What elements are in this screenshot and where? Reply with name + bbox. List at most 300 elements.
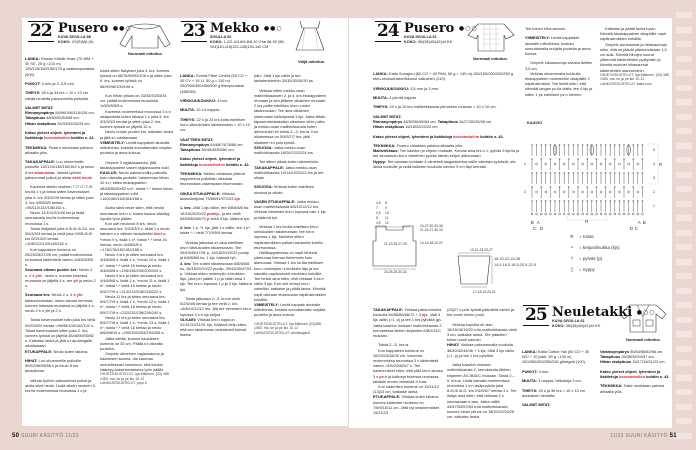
paragraph — [25, 267, 96, 288]
row-number: 1 — [653, 204, 655, 208]
text: Katia Sonajero (60 CO + 40 PAN, 50 g = 145 m) 150/150/200/200/250 g ekru-siniruutuista/rikkunut valkoinen (210). — [373, 71, 514, 82]
text: Rowan Kidsilk Haze (70 WM + 30 SE, 25 g =210 m) 125/125/150/150/175 g vaaleanpunaista (600). — [25, 56, 95, 77]
size-line — [58, 40, 94, 45]
highlight-term: ylt — [73, 277, 78, 283]
chain-stitch-mark — [632, 213, 634, 215]
edge-tab — [676, 85, 692, 91]
row-number: 2 — [653, 190, 655, 194]
text: 48/52/56/60/64 cm. — [402, 118, 438, 124]
text: Luo ohuemmille puikoille 110/124/136/150/162 s ja neulo 8 krs — [25, 159, 95, 175]
text: Svarta Fåret Cecilia (55 CO + 30 CV + 15 LI, 50 g = 110 m) 250/300/350/450/500 g tiilenpunaista (385039). — [180, 73, 248, 94]
text: 10-14 nappia. — [195, 107, 220, 113]
edge-tab — [676, 56, 692, 62]
schem-label: 9 — [385, 206, 387, 210]
text: 3,5 mm ja 3 mm. — [409, 85, 440, 91]
paragraph — [180, 137, 252, 153]
text: Neulo 2 s, — [25, 267, 93, 278]
text: Virkkaa kuten edellinen sivuosa ja olkain. — [254, 184, 315, 195]
highlight-term: kjs — [234, 195, 240, 201]
text: . — [92, 174, 94, 180]
text: Hallikappaleessa on napit lähinnä ylareunaa hieman tiuhemmin kuin alareunaa. Virkkaa 1 krs ks:ilta edellisen krs:n molempien s:lenkkien läpi ja tee samalla napituslenkit merkkien kohdille. Tee lenkki aina siten, että virkkaat 3 ks:n väliin 3 kjs. Kun olet tehnyt krs:n valmiiksi, katkaise ja päätä lanka. Kiinnitä napit oikeaan etureunaan napituslenkkien kohdille. — [254, 250, 326, 302]
chain-stitch-mark — [577, 213, 579, 215]
paragraph — [25, 90, 96, 100]
text: Toista lisäykset joka 6./6./6./6./10. krs 5/5/4/3/3 kertaa ja vielä joka 0/0/8./8./8. krs 0/0/1/2/0 kertaa =108/122/134/148/162 s. — [25, 225, 95, 247]
paragraph — [254, 145, 326, 155]
text: ja neulo 2 s. — [25, 277, 96, 289]
chain-stitch-mark — [568, 213, 570, 215]
chain-stitch-mark — [572, 163, 574, 165]
size-label: KOKO: — [552, 324, 565, 328]
chain-stitch-mark — [637, 163, 639, 165]
paragraph — [25, 210, 96, 226]
text: Tee toinen hiha samoin. — [525, 26, 567, 31]
text: Vaihda työhön paksummat puikot ja aloita sileä neule. Lisää sileän neuleen 5. krs:lla molemmissa reunoissa 1 s ja — [25, 377, 96, 394]
paragraph — [100, 68, 173, 89]
paragraph — [25, 349, 96, 354]
paragraph — [373, 134, 523, 139]
schem-label: 24-27-30-33-36 — [420, 224, 443, 228]
chain-stitch-mark — [554, 191, 556, 193]
fit-caption: Normaali mitoitus. — [626, 337, 661, 342]
pattern-title-text: Neuletakki — [552, 305, 633, 320]
paragraph — [254, 88, 326, 145]
schem-label: 2,5 — [376, 211, 381, 215]
edge-tab — [676, 346, 692, 352]
paragraph — [254, 184, 326, 194]
highlight-term: p — [207, 215, 210, 221]
bold-label: TAKAKAPPALE: — [254, 164, 285, 170]
text: 20 s ja 36 krs = 10 x 10 cm ainaoikein neuletta. — [522, 387, 586, 398]
stitch-letter-label: C — [532, 226, 536, 231]
paragraph — [25, 81, 96, 86]
paragraph — [25, 130, 96, 140]
paragraph — [447, 307, 517, 317]
chain-stitch-mark — [582, 213, 584, 215]
page-number: 51 — [669, 433, 677, 439]
legend-symbol-nyppy-icon: ⬯ — [570, 267, 574, 272]
pattern-meta — [58, 35, 94, 45]
bold-label: 3. krs: — [180, 260, 192, 266]
bold-label: Takapituus — [25, 115, 46, 121]
paragraph — [254, 302, 326, 318]
paragraph — [25, 292, 96, 313]
chain-stitch-mark — [600, 213, 602, 215]
text: Virkkaa ohuemmalla koukulla etukappaleen molemmille olkapäille 2 napituslenkkiä. Tee lenkit siten, että kiinnität langan pc:lla olalle, tee 4 kjs ja sitten 1 ps edellisen ps:n viereen. — [525, 70, 593, 97]
paragraph — [254, 165, 326, 181]
edge-tab — [676, 331, 692, 337]
text: 1 p, *1 kjs, jätä 1 s väliin, tee 1 p*, toista *-* vielä 7/7/9/9/9 kertaa. — [180, 225, 251, 236]
paragraph — [373, 104, 523, 109]
text: toista sitten lisäykset joka 4. krs, kunnes työssä on 66/76/80/92/106 s ja sitten joka 6. krs, kunnes työssä on 86/90/96/100/106 s. — [100, 68, 172, 89]
chain-stitch-mark — [563, 213, 565, 215]
text: Levitä kappaleet alustalle mittoihinsa, kostuta sumuttamalla nurjalta puolelta ja anna kuivua. — [100, 139, 172, 156]
paragraph — [522, 369, 596, 374]
size-line — [210, 40, 288, 50]
photo-page: KUVA SIVULLA 58 — [58, 35, 91, 39]
schem-label: 14,5-16,5-18,5-20,5-22,5 — [494, 263, 537, 267]
schem-label: 8 — [376, 216, 378, 220]
text: Neulo 11/10/10/10/8 krs ja lisää seuraavalla krs:lla molemmissa reunoissa 1 s. — [25, 210, 85, 226]
edge-tab — [676, 27, 692, 33]
schem-label: 17-18-19-20-21 — [473, 290, 496, 294]
text: 3 nappia, helkaisija 3 cm. — [537, 378, 582, 384]
size-value: 36/(38)40/(42)44 KK — [565, 324, 601, 328]
instructions-col — [522, 349, 596, 412]
paragraph — [100, 93, 173, 109]
bold-label: VASEN ETUKAPPALE: — [254, 199, 296, 205]
text: 4 pientä nappia. — [388, 94, 417, 100]
paragraph — [100, 170, 173, 201]
size-label: KOKO: — [404, 40, 417, 44]
paragraph — [522, 378, 596, 383]
highlight-term: korostettuihin — [199, 161, 225, 167]
chain-stitch-mark — [600, 191, 602, 193]
text: Virkkaa paksummalla koukulla 54/58/66/68/72 + 3 — [373, 307, 442, 318]
bold-label: Takapituus — [180, 146, 201, 152]
highlight-term: ps — [379, 373, 384, 379]
bold-label: Takapituus — [600, 354, 621, 360]
highlight-term: kjs — [422, 312, 428, 318]
paragraph — [180, 117, 252, 133]
bold-label: KAULUS: — [100, 170, 118, 176]
bold-label: VALMIIT MITAT: — [522, 402, 551, 408]
legend-text: = ketjusilmukka (kjs) — [579, 245, 620, 250]
schem-label: 21-24-27-30-33 — [420, 228, 443, 232]
edge-tab — [676, 244, 692, 250]
row-number: 3 — [653, 176, 655, 180]
text: Ompele viimeinen raglansauma ja kauluksen sauma, ota saumaa ommellessasi huomioon, että kaulus kääntyy kaksinkertaisena työn päälle. — [100, 351, 165, 372]
chain-stitch-mark — [641, 213, 643, 215]
chain-stitch-mark — [605, 213, 607, 215]
legend-symbol-o-icon: ∘ — [570, 245, 574, 250]
paragraph — [100, 372, 173, 386]
paragraph — [600, 383, 670, 393]
schem-label: 14-16-18-20-22 — [420, 241, 443, 245]
paragraph — [522, 388, 596, 398]
bold-label: TEKNIIKKA: — [25, 144, 48, 150]
text: Tee sitten olkain kuten aiemminkin. — [259, 159, 320, 165]
text: päin. Jätä 1 kjs väliin ja tee lankalenkkeihin 30/30/30/30/30 ps. — [254, 73, 314, 84]
bold-label: VIRKKUUKOUKKU: — [373, 85, 410, 91]
instructions-col — [525, 26, 594, 97]
text: 84/96/106/116/126 cm. — [55, 110, 95, 116]
paragraph — [25, 56, 96, 77]
paragraph — [373, 114, 523, 130]
text: . Vaihda työhön paksummat puikot ja aloita — [25, 169, 82, 180]
section-label: OHJEET — [20, 188, 26, 217]
text: sekä 3 kjs, käännä työ. — [209, 215, 251, 221]
paragraph — [522, 402, 596, 407]
bold-label: Katso yleiset ohjeet, lyhenteet ja lisätietoja — [373, 133, 454, 139]
paragraph — [100, 221, 173, 252]
chain-stitch-mark — [536, 163, 538, 165]
bold-label: Hihan sisäpituus — [373, 124, 405, 130]
bold-label: VALMIIT MITAT: Rinnanympärys — [25, 104, 55, 116]
bold-label: kohtiin s. 42. — [224, 161, 250, 167]
bold-label: VIIMEISTELY: — [525, 35, 550, 41]
paragraph — [180, 191, 252, 201]
chain-stitch-mark — [586, 213, 588, 215]
paragraph — [180, 107, 252, 112]
bold-label: VIRKKUUKOUKKU: — [180, 98, 217, 103]
text: , ja tee vielä 54/58/62/66/70 — [180, 210, 241, 221]
chain-stitch-mark — [563, 191, 565, 193]
schem-label: 7 — [376, 206, 378, 210]
text: Jätä 1 kjs väliin, tee 6/8/8/8/8 — [191, 205, 244, 211]
paragraph — [100, 205, 173, 221]
legend-symbol-R-icon: R — [570, 234, 574, 239]
bold-label: TEKNIIKKA: — [373, 142, 396, 148]
text: 15/17/19/21/23 cm. — [631, 359, 666, 365]
chain-stitch-mark — [600, 163, 602, 165]
chain-stitch-mark — [559, 213, 561, 215]
paragraph — [180, 156, 252, 166]
instructions-col — [373, 307, 443, 419]
text: Aloita sileä neule siten, että neulot seuraavan krs:n s, koska kaulus kääntyy lopulta työn päälle. — [100, 205, 170, 221]
bold-label: kohtiin s. 42. — [69, 135, 95, 141]
legend-item — [565, 253, 665, 264]
chain-stitch-mark — [582, 191, 584, 193]
text: Kun kappaleen korkeus on 16/20/24/28/32 cm, kavenna molemmissa reunoissa 3 x kädentietä varten =4/5/2/2/6/5/7 s. Tee kavennukset siten, että yllät krs:n alussa 3 s — [373, 347, 443, 379]
row-number: 4 — [653, 162, 655, 166]
bold-label: 1. krs: — [180, 205, 192, 211]
chain-stitch-mark — [554, 163, 556, 165]
paragraph — [100, 109, 173, 130]
paragraph — [447, 342, 517, 358]
pattern-number: 22 — [30, 21, 52, 41]
pattern-number: 25 — [525, 305, 547, 325]
paragraph — [373, 71, 523, 81]
edge-tab — [676, 157, 692, 163]
fit-caption: Normaali mitoitus. — [473, 56, 508, 61]
chain-stitch-mark — [623, 213, 625, 215]
text: Virkkaa sitten mekko-osan mallivirkkauksen 3. ja 4. krs etukappaleen reunaan ja sen jälkeen olkaimen reunaan 2 krs pcilta edellisen krs:n s:iden takareunaan. Tee aina olkaimen ylareunaan kääntyessä 1 kjs. Jatka tähän tapaan edestakaisin olkaimen sihin pcilta ja mekko-osan mallivirkkausta kuten aiemminkin eli toista 2.–3. krs:ia. Kun olkaimessa on 5/5/5/7/7 krs, jätä olkaimen s:t pois työstä. — [254, 87, 327, 145]
edge-tab — [676, 99, 692, 105]
chain-stitch-mark — [609, 163, 611, 165]
bold-label: ETUKAPPALE: — [25, 348, 53, 354]
highlight-term: korostettuihin — [619, 374, 645, 379]
bold-label: VIIMEISTELY: — [254, 302, 279, 308]
schem-label: 21-23-25-27-29 — [384, 242, 407, 246]
paragraph — [600, 73, 669, 87]
text: Jatka kaavion mukaan mallivirkkausta 2. kerroksesta lähtien kirjainten A/C/B/A/C mukaan. Toista 2.–5. krs:ia. Lisää samalla molemmissa reunoissa 1 s:n sisäpuolella joka 8./6./6./6./2. krs 2/4/5/6/7 kertaa 1 s. Tee lisäys aina siten, että virkkaat 2 s seuraavaan s:aan. Jatka näillä 43/47/53/57/63 s:lla mallivirkkausta kunnes hihan pituus on 18/20/22/24/26 cm, katkaise lanka. — [447, 362, 517, 420]
text: 4 mm. — [537, 368, 550, 374]
legend-item — [565, 231, 665, 242]
repeat-label: R — [659, 162, 663, 167]
edge-tab — [676, 41, 692, 47]
text: Tee samaan kohtaan 4 viimeistä langankiertoa vaille valmista pylvästä, ota lanka koukulle ja vedä kaikkien koukulla olevien 5 s:n läpi kerralla. — [373, 158, 516, 169]
text: :n ja käännyt toisessa reunassa takaisin ennen viimeistä 3 s:aa. — [373, 373, 439, 384]
bold-label: kohtiin s. 42. — [479, 133, 504, 139]
bold-label: SIVUOSA: — [254, 144, 273, 150]
schem-label: 4,5 — [376, 221, 381, 225]
paragraph — [100, 294, 173, 315]
edge-tab — [676, 172, 692, 178]
schem-label: 11 — [385, 216, 389, 220]
pattern-title-text: Pusero — [404, 21, 455, 36]
text: Jatka mekko-osan mallivirkkausta 6/8/10/12/12 krs. Virkkaa viimeisen krs:n lopussa vain 1 kjs ja käännä työ. — [254, 199, 326, 220]
paragraph — [100, 252, 173, 273]
highlight-term: sileä neule — [72, 174, 93, 180]
bold-label: TAKAKAPPALE: — [25, 159, 56, 165]
bold-label: Katso yleiset ohjeet, lyhenteet ja lisätietoja — [25, 129, 86, 141]
chain-stitch-mark — [545, 191, 547, 193]
bold-label: Katso yleiset ohjeet, lyhenteet ja lisätietoja — [180, 156, 241, 167]
fit-caption: Väljä mitoitus. — [298, 59, 326, 64]
legend-text: = toista — [579, 234, 594, 239]
text: , neulo s, kunnes toisessa reunassa on jäljellä 4 s, tee — [25, 272, 88, 283]
text: Toista 2.–5. krs:ia. — [378, 342, 410, 348]
text: Ompele sivusaumat ja hihasaumoja siten, että ne jäävät yläreunoistaan 1,5 cm auki. Kiinnitä hihojen suorat yläreunat kädenteiden pystyosiin ja kiinnitä avoimet hihasaumat kädenteiden alareunoihin. — [600, 41, 667, 73]
paragraph — [373, 95, 523, 100]
instructions-col — [600, 349, 670, 398]
bold-label: VALMIIT MITAT: Rinnanympärys — [373, 113, 403, 124]
legend-symbol-pylvas-icon: † — [570, 256, 574, 261]
edge-tab — [676, 433, 692, 439]
highlight-term: korostettuihin — [453, 133, 480, 139]
bold-label: HIHAT: — [447, 342, 460, 348]
bold-label: ETUKAPPALE: — [373, 394, 401, 400]
paragraph — [447, 322, 517, 343]
text: Virkkaa kopuilla eli olan 15/16/18/19/20 s:lla mallivirkkausta vielä 3 cm, katkaise lanka. Tee pääntien toinen puoli samoin. — [447, 321, 517, 343]
text: OHJETIEDUSTELUT: Irja Mäkinen, (03) 488 1083, ma, ke ja pe klo 10-12 LANKATIEDUSTELUT: yoyo.fi — [100, 371, 169, 386]
bold-label: LANKA: — [25, 56, 40, 61]
page-footer-right — [610, 433, 677, 439]
bold-label: TIHEYS: — [373, 104, 389, 110]
chain-stitch-mark — [591, 163, 593, 165]
schem-label: 8 — [385, 201, 387, 205]
schem-label: 24-26-28-30-32 — [384, 270, 407, 274]
text: 23 s ja 10 krs mallivirkkausta piirroksen mukaan = 10 x 10 cm. — [388, 104, 497, 110]
chain-stitch-mark — [591, 191, 593, 193]
text: Jatka sileää, kunnes kauluksen korkeus on 30 cm. Päätä s:t oikealta puolelta. — [100, 335, 163, 351]
legend-text: = nyppy — [579, 267, 595, 272]
text: Neulo kuten takana. — [52, 348, 89, 354]
instructions-col — [180, 73, 252, 342]
bold-label: Katso yleiset ohjeet, lyhenteet ja lisätietoja — [600, 368, 661, 379]
text: ). Jatka kaavion mukaan mallivirkkausta 2. kerroksesta lähtien kirjainten A/B/C/D/C mukaan. — [373, 317, 443, 339]
text: 64/68/74/78/86 cm. — [210, 141, 244, 147]
highlight-term: ks — [243, 205, 249, 211]
bold-label: Vartaloympärys — [600, 349, 629, 354]
photo-page: KUVA SIVULLA 61 — [552, 319, 585, 323]
text: 25 s ja 34 krs = 10 x 10 cm sileää neuletta paksummilla puikoilla. — [25, 90, 90, 101]
bold-label: Hihan sisäpituus — [25, 120, 57, 126]
pattern-title — [210, 22, 283, 35]
chain-stitch-mark — [572, 191, 574, 193]
size-line — [404, 40, 452, 45]
edge-tab — [676, 128, 692, 134]
paragraph — [180, 205, 252, 221]
chain-stitch-mark — [536, 191, 538, 193]
chain-stitch-mark — [536, 213, 538, 215]
text: Neulo 11 krs ja sitten seuraava krs: 5/5/7/7/8 s, lisää 1 s, *neulo 13 s, lisää 1 s*, toista *-* vielä 16 kertaa ja neulo 6/6/8/8/10 s =250/250/254/254/258 s. — [100, 314, 170, 336]
chain-stitch-mark — [628, 213, 630, 215]
paragraph — [254, 322, 326, 336]
text: Toista kavennukset näin joka krs vielä 0/0/0/0/20 kertaa =98/98/100/102/102 s. Toista kavennukset sitten joka 2. krs, kunnes työssä on jäljellä 48/48/50/50/52 s. Katkaise lanka ja jätä s:t apulangalle odottamaan. — [25, 317, 96, 349]
paragraph — [25, 317, 96, 348]
pattern-meta — [552, 319, 600, 329]
chain-stitch-mark — [618, 191, 620, 193]
text: Pusero neulotaan paloina alhaalta ylös. — [25, 144, 93, 155]
text: 50/54/58/62/66 cm. — [630, 349, 664, 354]
paragraph — [373, 86, 523, 91]
bold-label: LANKA: — [522, 349, 537, 354]
bold-label: MUUTA: — [522, 378, 538, 384]
edge-tab — [676, 317, 692, 323]
chain-stitch-mark — [628, 191, 630, 193]
text: Kavenna sileän neuleen 7./7./7./7./9. krs:lla 1 s ja toista sitten kavennukset joka 6. krs 3/3/3/2/6 kertaa ja sitten joka 4. krs 4/5/5/5/0 kertaa =96/110/122/136/152 s. — [25, 184, 94, 210]
text: Pusero virkataan paloina alhaalta ylös. — [396, 142, 464, 148]
bold-label: TIHEYS: — [25, 90, 41, 96]
sweater-sketch — [466, 21, 516, 53]
highlight-term: korostettuihin — [44, 135, 70, 141]
paragraph — [373, 143, 523, 169]
bold-label: MUUTA: — [180, 107, 196, 113]
text: OHJETIEDUSTELUT: Irja Mäkinen, (03) 488 1083, ma, ke ja pe klo 10-12 LANKATIEDUSTELUT: katia.com — [600, 72, 669, 87]
highlight-term: 2 s yht — [70, 292, 83, 298]
text: 4 mm. — [216, 98, 228, 103]
text: 34/27/30/33/36 cm. — [459, 118, 493, 124]
text: Katkaise ja päätä lanka hyvin. Kiinnitä takakappaleen olkapäille napit napituslenkkien kohdille. — [600, 26, 666, 42]
instructions-col — [25, 56, 96, 393]
chain-stitch-mark — [609, 213, 611, 215]
legend-item — [565, 242, 665, 253]
chain-stitch-mark — [628, 163, 630, 165]
chain-stitch-mark — [637, 191, 639, 193]
text: Neulo 11 krs ja sitten seuraava krs: 5/5/7/7/9 s, lisää 1 s, *neulo 12 s, lisää 1 s*, toista *-* vielä 16 kertaa ja neulo 5/5/7/7/9 s =232/232/236/236/240 s. — [100, 293, 170, 315]
size-line — [552, 324, 600, 329]
repeat-label: R — [585, 219, 589, 224]
highlight-term: puolip. — [207, 210, 220, 216]
text: Levitä kappale alustalle mittoihinsa, kostuta sumuttamalla nurjalta puolelta ja anna kuivua. — [254, 302, 326, 318]
edge-tab — [676, 288, 692, 294]
row-number: 5 — [653, 148, 655, 152]
paragraph — [100, 336, 173, 352]
bold-label: Takapituus — [437, 118, 458, 124]
size-value: 1-2/2-4/4-6/6-8/8-10 V tai 86-92 (98-104)110-116(122-128)134-140 CM — [210, 40, 285, 49]
paragraph — [525, 35, 594, 56]
paragraph — [25, 145, 96, 155]
paragraph — [180, 225, 252, 235]
chain-stitch-mark — [540, 213, 542, 215]
paragraph — [25, 105, 96, 126]
chain-stitch-mark — [609, 191, 611, 193]
edge-tab — [676, 360, 692, 366]
stitch-letter-label: B — [642, 220, 646, 225]
edge-tab — [676, 114, 692, 120]
chain-stitch-mark — [545, 213, 547, 215]
paragraph — [600, 369, 670, 379]
stitch-letter-label: A — [536, 220, 540, 225]
paragraph — [525, 71, 594, 97]
paragraph — [373, 394, 443, 415]
bold-label: Nyppy: — [373, 158, 387, 164]
text: Tee s:iden takareunaan 6/8/8/8/8 ks, 16/18/20/20/22 puolip, 39/43/45/47/51 p. Virkkaa sitten molempiin s:lenkkien läpi, joka pin päälle 1 p ja väliin aina 1 kjs. Tee krs:n lopussa 1 p ja 3 kjs, käännä työ. — [180, 260, 252, 292]
pattern-number: 24 — [377, 21, 399, 41]
dress-sketch — [290, 19, 330, 52]
bold-label: Seuraava oikean puolen krs: — [25, 267, 78, 273]
size-label: KOKO: — [210, 40, 223, 44]
text: Neulo 2 s, — [50, 292, 71, 298]
bold-label: OIKEA ETUKAPPALE: — [180, 190, 221, 196]
paragraph — [180, 240, 252, 261]
chain-stitch-mark — [595, 213, 597, 215]
instructions-col — [373, 71, 523, 173]
text: Kun kappaleen korkeus on 25/25/26/27/28 cm, päätä molemmissa reunoissa kädentietä varten 1x5/5/5/5/5 s. — [25, 246, 94, 268]
text: . Jätä 3 kjs väliin (=1. p) ja tee 1 krs pylväitä ( — [373, 312, 441, 323]
text: Mekko virkataan yhtenä kappaleena poikittain oikeasta etureunasta vasempaan etureunaan. — [180, 170, 245, 187]
